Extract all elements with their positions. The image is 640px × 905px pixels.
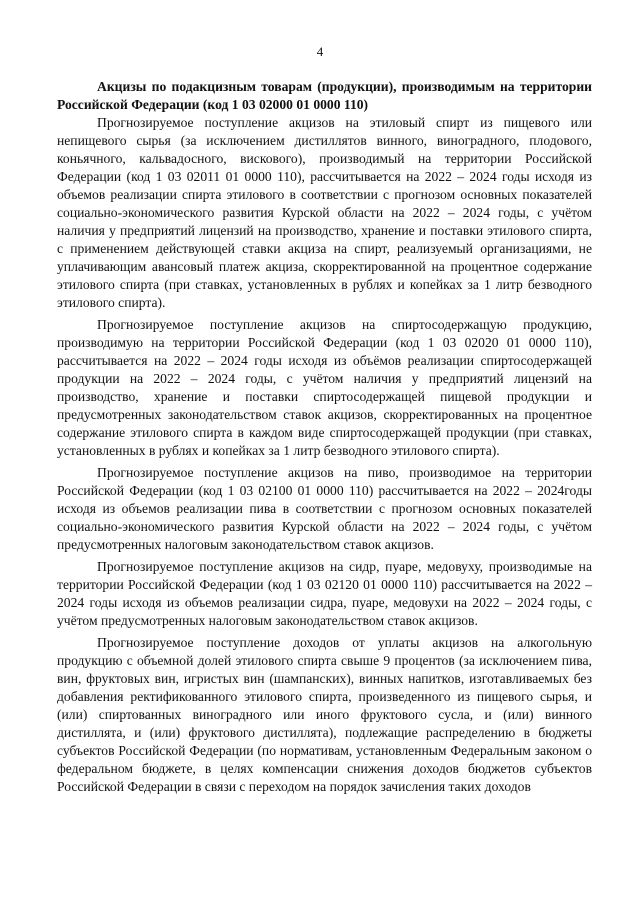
paragraph-alcohol-containing-products: Прогнозируемое поступление акцизов на спиртосодержащую продукцию, производимую на территории Российской Федерации (код 1 03 02020 01 0000 110), рассчитывается на 2022 – 2024 годы исходя из объёмов реализации спиртосодержащей продукции на 2022 – 2024 годы, с учётом наличия у предприятий лицензий на производство, хранение и поставки спиртосодержащей пищевой продукции и предусмотренных законодательством ставок акцизов, скорректированных на процентное содержание этилового спирта в каждом виде спиртосодержащей продукции (при ставках, установленных в рублях и копейках за 1 литр безводного этилового спирта).	[57, 317, 592, 458]
paragraph-alcoholic-products: Прогнозируемое поступление доходов от уплаты акцизов на алкогольную продукцию с объемной долей этилового спирта свыше 9 процентов (за исключением пива, вин, фруктовых вин, игристых вин (шампанских), винных напитков, изготавливаемых без добавления ректификованного этилового спирта, произведенного из пищевого сырья, и (или) спиртованных виноградного или иного фруктового сусла, и (или) винного дистиллята, и (или) фруктового дистиллята), подлежащие распределению в бюджеты субъектов Российской Федерации (по нормативам, установленным Федеральным законом о федеральном бюджете, в целях компенсации снижения доходов бюджетов субъектов Российской Федерации в связи с переходом на порядок зачисления таких доходов	[57, 635, 592, 794]
paragraph-ethyl-alcohol: Прогнозируемое поступление акцизов на этиловый спирт из пищевого или непищевого сырья (за исключением дистиллятов винного, виноградного, плодового, коньячного, кальвадосного, вискового), производимый на территории Российской Федерации (код 1 03 02011 01 0000 110), рассчитывается на 2022 – 2024 годы исходя из объемов реализации спирта этилового в соответствии с прогнозом основных показателей социально-экономического развития Курской области на 2022 – 2024 годы, с учётом наличия у предприятий лицензий на производство, хранение и поставки этилового спирта, с применением действующей ставки акциза на спирт, реализуемый организациями, не уплачивающим авансовый платеж акциза, скорректированной на процентное содержание этилового спирта (при ставках, установленных в рублях и копейках за 1 литр безводного этилового спирта).	[57, 115, 592, 310]
paragraph-cider-perry-mead: Прогнозируемое поступление акцизов на сидр, пуаре, медовуху, производимые на территории Российской Федерации (код 1 03 02120 01 0000 110) рассчитывается на 2022 – 2024 годы исходя из объемов реализации сидра, пуаре, медовухи на 2022 – 2024 годы, с учётом предусмотренных налоговым законодательством ставок акцизов.	[57, 559, 592, 628]
document-body	[57, 78, 592, 796]
section-heading: Акцизы по подакцизным товарам (продукции), производимым на территории Российской Федерации (код 1 03 02000 01 0000 110)	[57, 79, 592, 112]
page-number: 4	[316, 44, 324, 59]
paragraph-beer: Прогнозируемое поступление акцизов на пиво, производимое на территории Российской Федерации (код 1 03 02100 01 0000 110) рассчитывается на 2022 – 2024годы исходя из объемов реализации пива в соответствии с прогнозом основных показателей социально-экономического развития Курской области на 2022 – 2024 годы, с учётом предусмотренных налоговым законодательством ставок акцизов.	[57, 465, 592, 552]
